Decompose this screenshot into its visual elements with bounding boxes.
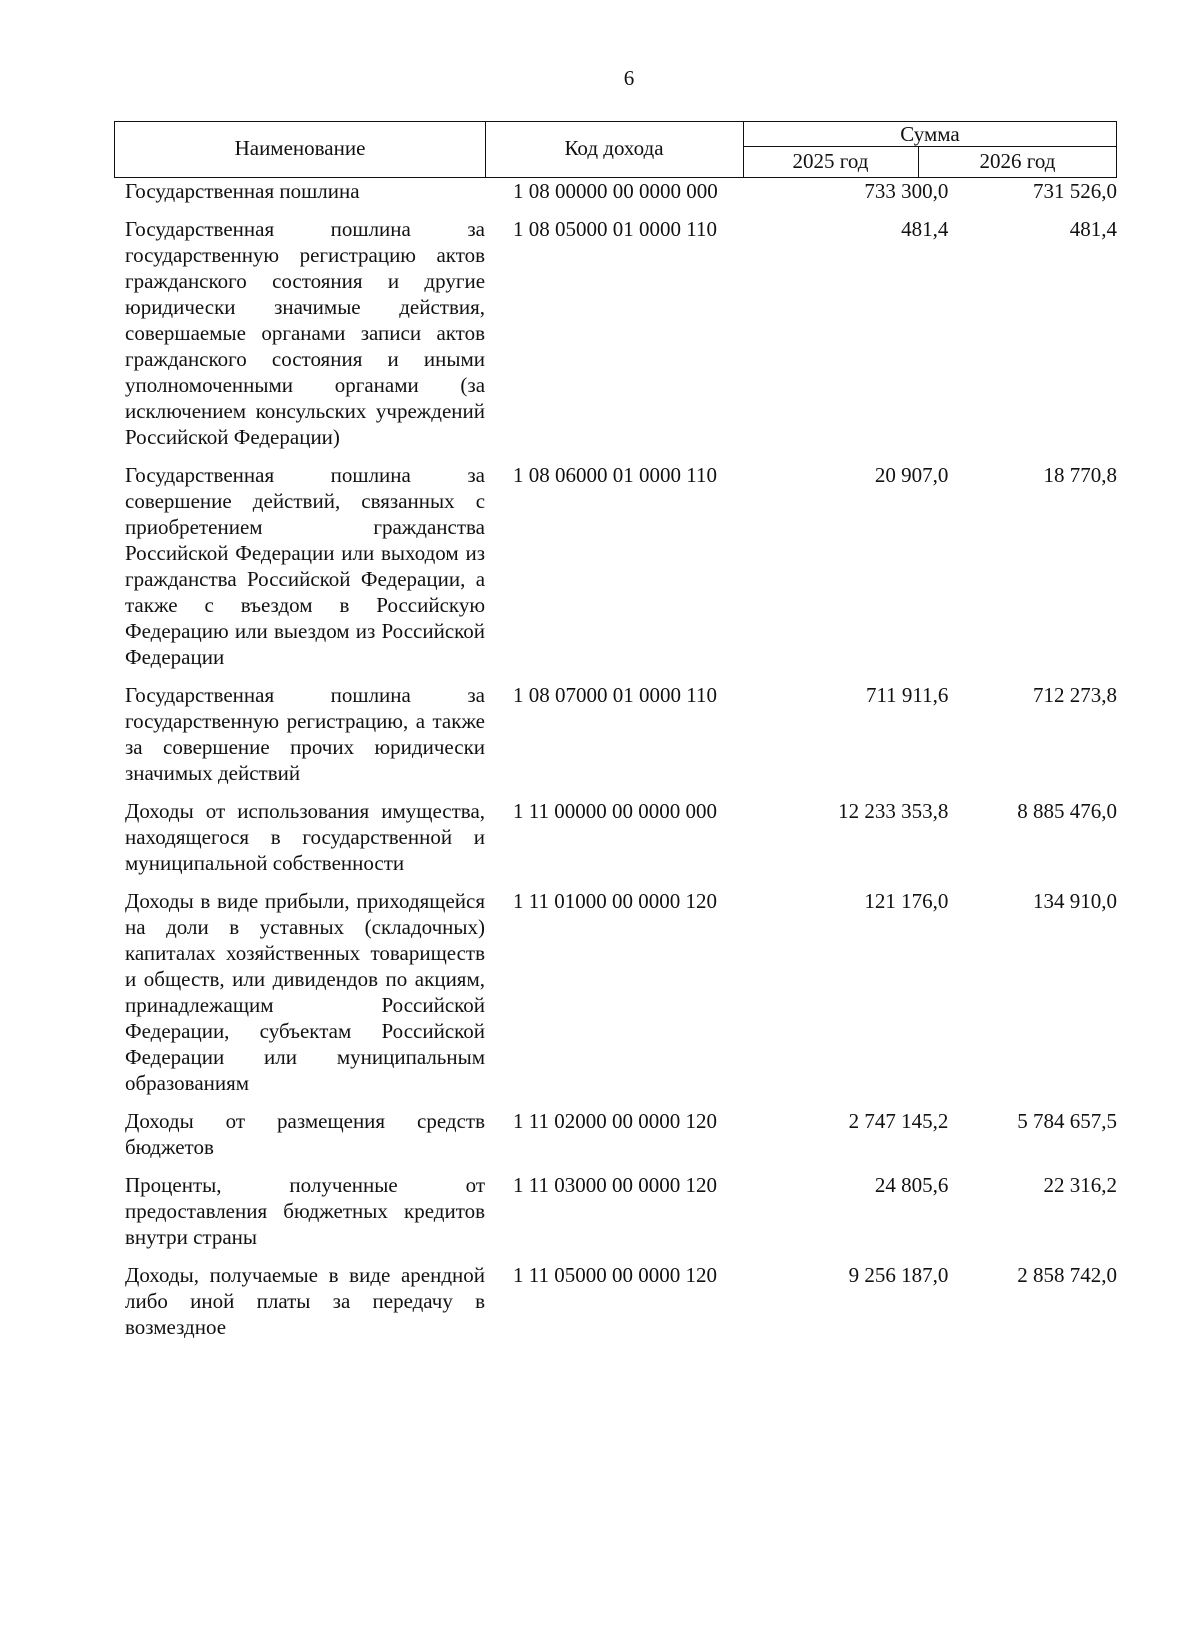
row-code: 1 11 03000 00 0000 120 — [513, 1173, 717, 1197]
row-name: Доходы в виде прибыли, приходящейся на доли в уставных (складочных) капиталах хозяйственных товариществ и обществ, или дивидендов по акциям, принадлежащим Российской Федерации, субъектам Российской Федерации или муниципальным образованиям — [125, 889, 486, 1095]
row-name: Доходы от размещения средств бюджетов — [125, 1109, 486, 1159]
table-row — [125, 798, 1117, 876]
header-divider-sum-years — [743, 146, 1116, 147]
row-value-2025: 481,4 — [901, 217, 949, 241]
table-row — [125, 1172, 1117, 1250]
row-value-2026: 731 526,0 — [1033, 179, 1117, 203]
row-code: 1 08 00000 00 0000 000 — [513, 179, 718, 203]
row-value-2025: 121 176,0 — [864, 889, 949, 913]
row-code: 1 11 00000 00 0000 000 — [513, 799, 717, 823]
row-value-2026: 8 885 476,0 — [1017, 799, 1117, 823]
table-row — [125, 888, 1117, 1096]
header-year-2025: 2025 год — [792, 149, 869, 173]
row-name: Государственная пошлина за государственную регистрацию актов гражданского состояния и другие юридически значимые действия, совершаемые органами записи актов гражданского состояния и иными уполномоченными органами (за исключением консульских учреждений Российской Федерации) — [125, 217, 486, 449]
row-value-2026: 22 316,2 — [1043, 1173, 1117, 1197]
row-name: Государственная пошлина за государственную регистрацию, а также за совершение прочих юридически значимых действий — [125, 683, 486, 785]
table-header — [114, 121, 1117, 178]
row-code: 1 08 05000 01 0000 110 — [513, 217, 717, 241]
header-name: Наименование — [234, 136, 366, 160]
table-row — [125, 462, 1117, 670]
row-value-2025: 24 805,6 — [874, 1173, 949, 1197]
row-value-2025: 9 256 187,0 — [848, 1263, 949, 1287]
row-code: 1 11 05000 00 0000 120 — [513, 1263, 717, 1287]
table-row — [125, 178, 1117, 204]
row-name: Доходы от использования имущества, находящегося в государственной и муниципальной собственности — [125, 799, 486, 875]
table-body — [125, 178, 1117, 1340]
row-value-2026: 712 273,8 — [1033, 683, 1117, 707]
row-name: Государственная пошлина за совершение действий, связанных с приобретением гражданства Российской Федерации или выходом из гражданства Российской Федерации, а также с въездом в Российскую Федерацию или выездом из Российской Федерации — [125, 463, 486, 669]
row-code: 1 11 01000 00 0000 120 — [513, 889, 717, 913]
row-name: Государственная пошлина — [125, 179, 360, 203]
header-year-2026: 2026 год — [979, 149, 1056, 173]
table-row — [125, 1108, 1117, 1160]
header-sum: Сумма — [900, 122, 960, 146]
row-value-2025: 711 911,6 — [865, 683, 949, 707]
row-value-2026: 5 784 657,5 — [1017, 1109, 1117, 1133]
row-name: Проценты, полученные от предоставления бюджетных кредитов внутри страны — [125, 1173, 486, 1249]
table-row — [125, 216, 1117, 450]
row-value-2025: 20 907,0 — [874, 463, 949, 487]
row-value-2026: 18 770,8 — [1043, 463, 1117, 487]
header-code: Код дохода — [564, 136, 664, 160]
page-number: 6 — [623, 66, 635, 90]
row-value-2026: 2 858 742,0 — [1017, 1263, 1117, 1287]
row-value-2026: 134 910,0 — [1033, 889, 1117, 913]
row-name: Доходы, получаемые в виде арендной либо иной платы за передачу в возмездное — [125, 1263, 486, 1339]
row-value-2025: 2 747 145,2 — [848, 1109, 949, 1133]
table-row — [125, 1262, 1117, 1340]
table-row — [125, 682, 1117, 786]
row-value-2026: 481,4 — [1069, 217, 1117, 241]
row-value-2025: 12 233 353,8 — [838, 799, 949, 823]
row-code: 1 08 06000 01 0000 110 — [513, 463, 717, 487]
row-code: 1 11 02000 00 0000 120 — [513, 1109, 717, 1133]
row-value-2025: 733 300,0 — [864, 179, 949, 203]
row-code: 1 08 07000 01 0000 110 — [513, 683, 717, 707]
